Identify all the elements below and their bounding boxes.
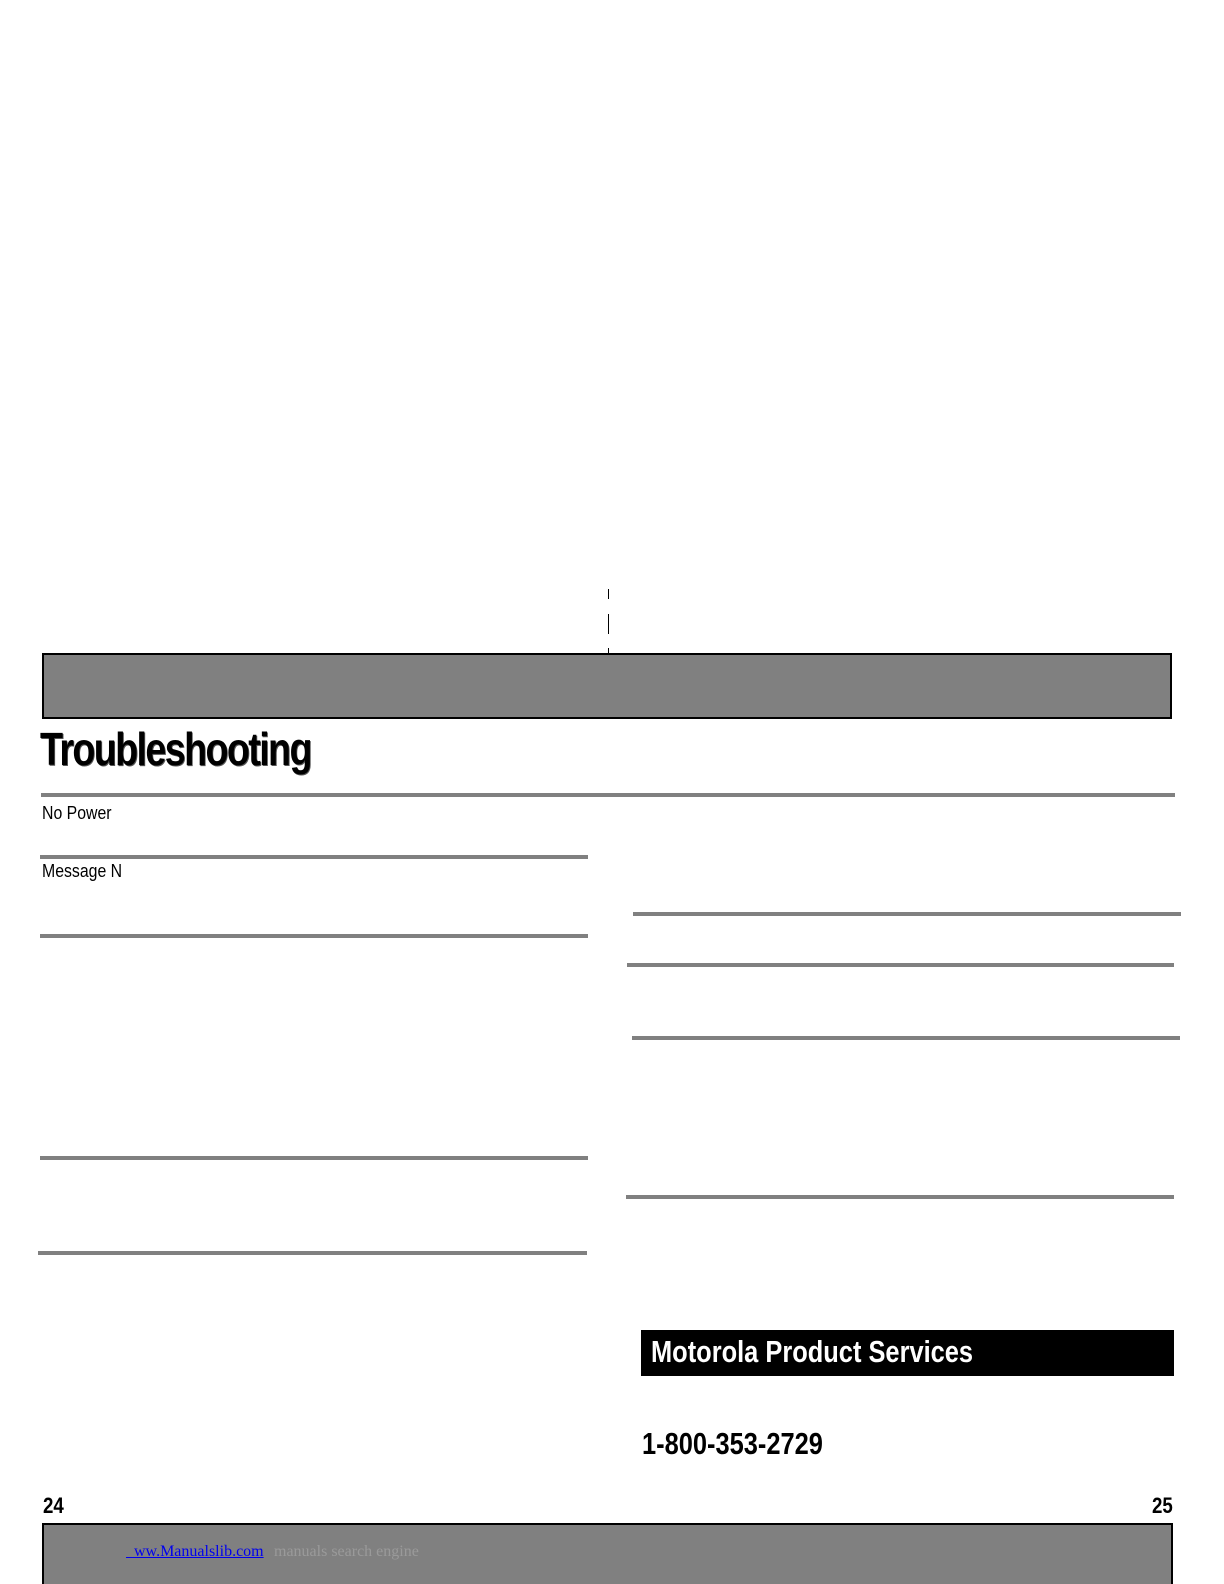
- fold-mark-top: [608, 589, 609, 599]
- page-number-right: 25: [1152, 1493, 1173, 1518]
- footer-note: manuals search engine: [274, 1543, 419, 1560]
- title-rule: [41, 793, 1175, 797]
- left-rule-1: [40, 855, 588, 859]
- left-rule-2: [40, 934, 588, 938]
- left-rule-4: [38, 1251, 587, 1255]
- services-banner: [641, 1330, 1174, 1376]
- page-title: Troubleshooting: [40, 723, 311, 775]
- page-number-left: 24: [43, 1493, 64, 1518]
- item-no-power: No Power: [42, 803, 112, 823]
- right-rule-4: [626, 1195, 1174, 1199]
- services-phone: 1-800-353-2729: [642, 1426, 823, 1461]
- item-message: Message N: [42, 861, 123, 881]
- left-rule-3: [40, 1156, 588, 1160]
- manualslib-link[interactable]: ww.Manualslib.com: [126, 1543, 264, 1560]
- right-rule-3: [632, 1036, 1180, 1040]
- footer-band: [42, 1523, 1173, 1584]
- header-band: [42, 653, 1172, 719]
- services-title: Motorola Product Services: [651, 1334, 974, 1369]
- fold-mark-middle: [608, 614, 609, 634]
- right-rule-2: [627, 963, 1174, 967]
- right-rule-1: [633, 912, 1181, 916]
